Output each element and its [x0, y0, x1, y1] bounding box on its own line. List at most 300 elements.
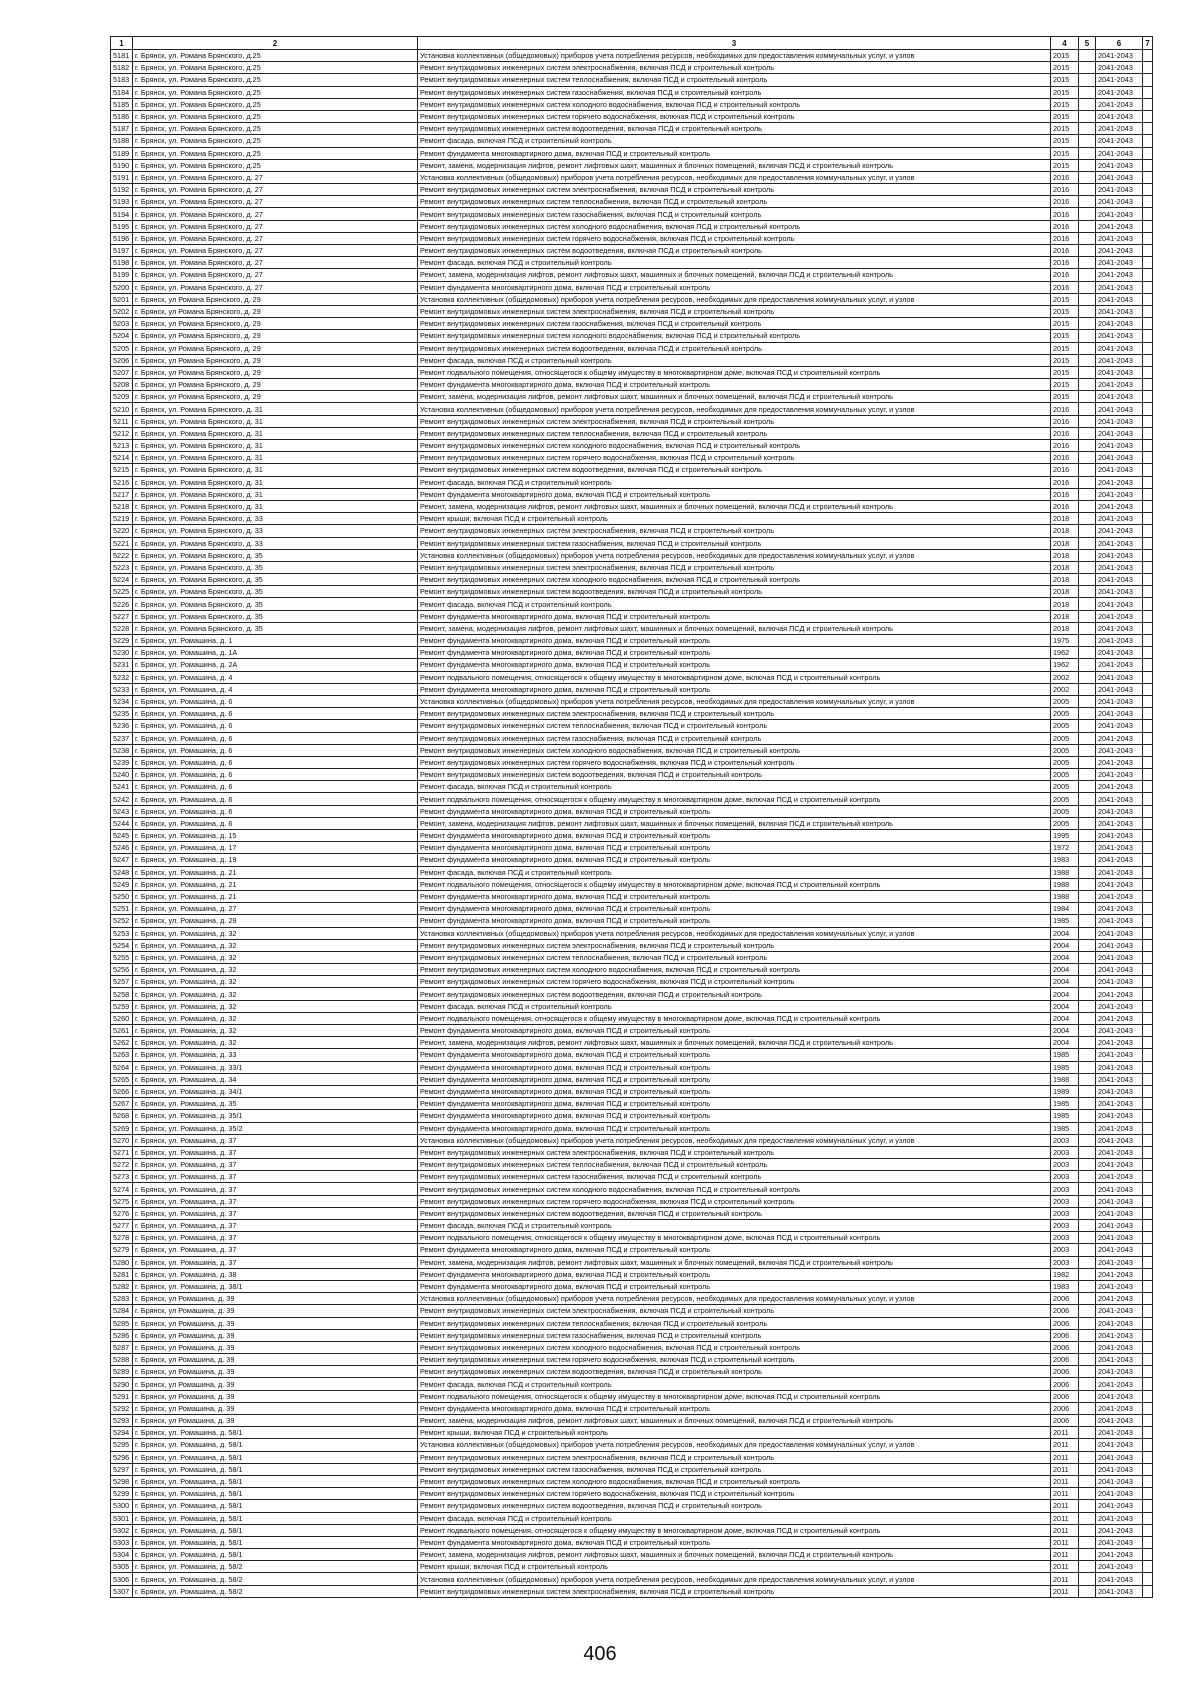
row-number-cell: 5205	[111, 342, 133, 354]
year-cell: 2016	[1051, 208, 1079, 220]
year-cell: 2002	[1051, 671, 1079, 683]
period-cell: 2041-2043	[1096, 257, 1143, 269]
table-row	[111, 574, 1153, 586]
period-cell: 2041-2043	[1096, 159, 1143, 171]
address-cell: г. Брянск, ул. Ромашина, д. 33/1	[133, 1061, 418, 1073]
work-type-cell: Ремонт внутридомовых инженерных систем горячего водоснабжения, включая ПСД и строительный контроль	[418, 1354, 1051, 1366]
empty-cell	[1079, 817, 1096, 829]
row-number-cell: 5266	[111, 1085, 133, 1097]
empty-cell	[1143, 135, 1153, 147]
work-type-cell: Ремонт фундамента многоквартирного дома, включая ПСД и строительный контроль	[418, 1122, 1051, 1134]
empty-cell	[1079, 842, 1096, 854]
empty-cell	[1079, 50, 1096, 62]
empty-cell	[1143, 1488, 1153, 1500]
row-number-cell: 5282	[111, 1280, 133, 1292]
period-cell: 2041-2043	[1096, 1512, 1143, 1524]
empty-cell	[1143, 1549, 1153, 1561]
column-header: 5	[1079, 37, 1096, 50]
period-cell: 2041-2043	[1096, 220, 1143, 232]
table-row	[111, 769, 1153, 781]
address-cell: г. Брянск, ул. Романа Брянского, д. 35	[133, 622, 418, 634]
row-number-cell: 5203	[111, 318, 133, 330]
period-cell: 2041-2043	[1096, 561, 1143, 573]
empty-cell	[1079, 391, 1096, 403]
address-cell: г. Брянск, ул. Ромашина, д. 58/2	[133, 1561, 418, 1573]
empty-cell	[1079, 1183, 1096, 1195]
table-row	[111, 123, 1153, 135]
empty-cell	[1079, 1415, 1096, 1427]
row-number-cell: 5187	[111, 123, 133, 135]
empty-cell	[1079, 269, 1096, 281]
address-cell: г. Брянск, ул. Романа Брянского, д. 35	[133, 598, 418, 610]
empty-cell	[1079, 147, 1096, 159]
empty-cell	[1143, 464, 1153, 476]
row-number-cell: 5299	[111, 1488, 133, 1500]
empty-cell	[1079, 622, 1096, 634]
empty-cell	[1143, 1012, 1153, 1024]
empty-cell	[1079, 659, 1096, 671]
table-row	[111, 1561, 1153, 1573]
row-number-cell: 5189	[111, 147, 133, 159]
year-cell: 2011	[1051, 1500, 1079, 1512]
period-cell: 2041-2043	[1096, 1220, 1143, 1232]
row-number-cell: 5211	[111, 415, 133, 427]
year-cell: 1975	[1051, 635, 1079, 647]
empty-cell	[1143, 1341, 1153, 1353]
row-number-cell: 5303	[111, 1536, 133, 1548]
row-number-cell: 5291	[111, 1390, 133, 1402]
year-cell: 2016	[1051, 220, 1079, 232]
address-cell: г. Брянск, ул. Ромашина, д. 37	[133, 1195, 418, 1207]
empty-cell	[1143, 452, 1153, 464]
row-number-cell: 5243	[111, 805, 133, 817]
year-cell: 2018	[1051, 610, 1079, 622]
empty-cell	[1079, 854, 1096, 866]
empty-cell	[1143, 1329, 1153, 1341]
address-cell: г. Брянск, ул. Ромашина, д. 6	[133, 756, 418, 768]
year-cell: 2005	[1051, 708, 1079, 720]
year-cell: 2004	[1051, 1012, 1079, 1024]
address-cell: г. Брянск, ул. Ромашина, д. 58/1	[133, 1439, 418, 1451]
empty-cell	[1143, 1561, 1153, 1573]
row-number-cell: 5192	[111, 184, 133, 196]
row-number-cell: 5261	[111, 1025, 133, 1037]
empty-cell	[1143, 988, 1153, 1000]
period-cell: 2041-2043	[1096, 1171, 1143, 1183]
table-row	[111, 903, 1153, 915]
work-type-cell: Ремонт внутридомовых инженерных систем горячего водоснабжения, включая ПСД и строительный контроль	[418, 110, 1051, 122]
address-cell: г. Брянск, ул. Ромашина, д. 58/1	[133, 1524, 418, 1536]
address-cell: г. Брянск, ул. Ромашина, д. 37	[133, 1207, 418, 1219]
empty-cell	[1079, 598, 1096, 610]
year-cell: 2003	[1051, 1195, 1079, 1207]
empty-cell	[1143, 1146, 1153, 1158]
year-cell: 2005	[1051, 744, 1079, 756]
empty-cell	[1079, 354, 1096, 366]
row-number-cell: 5273	[111, 1171, 133, 1183]
table-row	[111, 245, 1153, 257]
year-cell: 2016	[1051, 171, 1079, 183]
row-number-cell: 5270	[111, 1134, 133, 1146]
year-cell: 1985	[1051, 1110, 1079, 1122]
empty-cell	[1143, 403, 1153, 415]
work-type-cell: Ремонт подвального помещения, относящегося к общему имуществу в многоквартирном доме, включая ПСД и строительный контроль	[418, 793, 1051, 805]
year-cell: 2003	[1051, 1256, 1079, 1268]
year-cell: 2004	[1051, 1037, 1079, 1049]
table-row	[111, 366, 1153, 378]
table-row	[111, 610, 1153, 622]
row-number-cell: 5197	[111, 245, 133, 257]
year-cell: 2006	[1051, 1390, 1079, 1402]
year-cell: 2015	[1051, 379, 1079, 391]
empty-cell	[1079, 1000, 1096, 1012]
year-cell: 2015	[1051, 342, 1079, 354]
period-cell: 2041-2043	[1096, 1329, 1143, 1341]
row-number-cell: 5221	[111, 537, 133, 549]
row-number-cell: 5306	[111, 1573, 133, 1585]
empty-cell	[1143, 1463, 1153, 1475]
work-type-cell: Ремонт крыши, включая ПСД и строительный контроль	[418, 1427, 1051, 1439]
work-type-cell: Ремонт фундамента многоквартирного дома, включая ПСД и строительный контроль	[418, 610, 1051, 622]
year-cell: 2004	[1051, 976, 1079, 988]
row-number-cell: 5290	[111, 1378, 133, 1390]
period-cell: 2041-2043	[1096, 1488, 1143, 1500]
year-cell: 2018	[1051, 598, 1079, 610]
year-cell: 2005	[1051, 732, 1079, 744]
period-cell: 2041-2043	[1096, 769, 1143, 781]
year-cell: 2011	[1051, 1549, 1079, 1561]
address-cell: г. Брянск, ул. Романа Брянского, д.25	[133, 123, 418, 135]
period-cell: 2041-2043	[1096, 415, 1143, 427]
empty-cell	[1079, 476, 1096, 488]
work-type-cell: Ремонт внутридомовых инженерных систем водоотведения, включая ПСД и строительный контроль	[418, 342, 1051, 354]
empty-cell	[1143, 769, 1153, 781]
row-number-cell: 5183	[111, 74, 133, 86]
row-number-cell: 5241	[111, 781, 133, 793]
period-cell: 2041-2043	[1096, 756, 1143, 768]
address-cell: г. Брянск, ул. Романа Брянского, д. 27	[133, 208, 418, 220]
row-number-cell: 5256	[111, 964, 133, 976]
table-row	[111, 1183, 1153, 1195]
year-cell: 2016	[1051, 476, 1079, 488]
address-cell: г. Брянск, ул. Романа Брянского, д.25	[133, 62, 418, 74]
row-number-cell: 5246	[111, 842, 133, 854]
empty-cell	[1079, 561, 1096, 573]
row-number-cell: 5296	[111, 1451, 133, 1463]
work-type-cell: Ремонт фундамента многоквартирного дома, включая ПСД и строительный контроль	[418, 147, 1051, 159]
empty-cell	[1143, 1122, 1153, 1134]
period-cell: 2041-2043	[1096, 330, 1143, 342]
empty-cell	[1079, 1110, 1096, 1122]
period-cell: 2041-2043	[1096, 269, 1143, 281]
period-cell: 2041-2043	[1096, 452, 1143, 464]
work-type-cell: Ремонт крыши, включая ПСД и строительный контроль	[418, 1561, 1051, 1573]
work-type-cell: Установка коллективных (общедомовых) приборов учета потребления ресурсов, необходимых для предоставления коммунальных услуг, и узлов	[418, 1293, 1051, 1305]
work-type-cell: Ремонт внутридомовых инженерных систем электроснабжения, включая ПСД и строительный контроль	[418, 415, 1051, 427]
work-type-cell: Ремонт фасада, включая ПСД и строительный контроль	[418, 1220, 1051, 1232]
table-row	[111, 208, 1153, 220]
row-number-cell: 5294	[111, 1427, 133, 1439]
address-cell: г. Брянск, ул Романа Брянского, д. 29	[133, 318, 418, 330]
empty-cell	[1079, 1122, 1096, 1134]
period-cell: 2041-2043	[1096, 464, 1143, 476]
column-header: 3	[418, 37, 1051, 50]
address-cell: г. Брянск, ул. Ромашина, д. 58/1	[133, 1512, 418, 1524]
row-number-cell: 5247	[111, 854, 133, 866]
work-type-cell: Установка коллективных (общедомовых) приборов учета потребления ресурсов, необходимых для предоставления коммунальных услуг, и узлов	[418, 1439, 1051, 1451]
period-cell: 2041-2043	[1096, 1183, 1143, 1195]
row-number-cell: 5259	[111, 1000, 133, 1012]
table-row	[111, 537, 1153, 549]
work-type-cell: Установка коллективных (общедомовых) приборов учета потребления ресурсов, необходимых для предоставления коммунальных услуг, и узлов	[418, 927, 1051, 939]
table-row	[111, 220, 1153, 232]
row-number-cell: 5220	[111, 525, 133, 537]
year-cell: 2016	[1051, 232, 1079, 244]
period-cell: 2041-2043	[1096, 805, 1143, 817]
work-type-cell: Ремонт внутридомовых инженерных систем холодного водоснабжения, включая ПСД и строительный контроль	[418, 1341, 1051, 1353]
table-row	[111, 1390, 1153, 1402]
empty-cell	[1143, 622, 1153, 634]
empty-cell	[1079, 1195, 1096, 1207]
work-type-cell: Установка коллективных (общедомовых) приборов учета потребления ресурсов, необходимых для предоставления коммунальных услуг, и узлов	[418, 695, 1051, 707]
empty-cell	[1079, 232, 1096, 244]
register-rows	[111, 50, 1153, 1598]
address-cell: г. Брянск, ул. Ромашина, д. 2А	[133, 659, 418, 671]
empty-cell	[1143, 915, 1153, 927]
table-row	[111, 890, 1153, 902]
table-row	[111, 1244, 1153, 1256]
row-number-cell: 5218	[111, 500, 133, 512]
empty-cell	[1143, 635, 1153, 647]
empty-cell	[1079, 903, 1096, 915]
period-cell: 2041-2043	[1096, 208, 1143, 220]
address-cell: г. Брянск, ул. Романа Брянского, д.25	[133, 98, 418, 110]
table-row	[111, 1415, 1153, 1427]
row-number-cell: 5307	[111, 1585, 133, 1597]
address-cell: г. Брянск, ул. Ромашина, д. 32	[133, 1025, 418, 1037]
table-row	[111, 452, 1153, 464]
period-cell: 2041-2043	[1096, 232, 1143, 244]
row-number-cell: 5236	[111, 720, 133, 732]
empty-cell	[1079, 537, 1096, 549]
empty-cell	[1143, 1573, 1153, 1585]
table-row	[111, 354, 1153, 366]
work-type-cell: Ремонт фасада, включая ПСД и строительный контроль	[418, 354, 1051, 366]
year-cell: 2003	[1051, 1220, 1079, 1232]
address-cell: г. Брянск, ул. Романа Брянского, д. 27	[133, 232, 418, 244]
address-cell: г. Брянск, ул. Ромашина, д. 17	[133, 842, 418, 854]
table-row	[111, 1207, 1153, 1219]
year-cell: 1985	[1051, 1122, 1079, 1134]
address-cell: г. Брянск, ул Романа Брянского, д. 29	[133, 342, 418, 354]
period-cell: 2041-2043	[1096, 598, 1143, 610]
empty-cell	[1143, 1378, 1153, 1390]
empty-cell	[1143, 561, 1153, 573]
work-type-cell: Ремонт внутридомовых инженерных систем электроснабжения, включая ПСД и строительный контроль	[418, 708, 1051, 720]
empty-cell	[1079, 1232, 1096, 1244]
empty-cell	[1079, 415, 1096, 427]
empty-cell	[1143, 1475, 1153, 1487]
empty-cell	[1079, 744, 1096, 756]
empty-cell	[1143, 1098, 1153, 1110]
table-row	[111, 1110, 1153, 1122]
work-type-cell: Ремонт фундамента многоквартирного дома, включая ПСД и строительный контроль	[418, 1049, 1051, 1061]
year-cell: 2016	[1051, 415, 1079, 427]
table-row	[111, 683, 1153, 695]
row-number-cell: 5235	[111, 708, 133, 720]
empty-cell	[1079, 452, 1096, 464]
empty-cell	[1143, 1171, 1153, 1183]
address-cell: г. Брянск, ул. Ромашина, д. 4	[133, 671, 418, 683]
empty-cell	[1143, 647, 1153, 659]
period-cell: 2041-2043	[1096, 1305, 1143, 1317]
work-type-cell: Ремонт внутридомовых инженерных систем горячего водоснабжения, включая ПСД и строительный контроль	[418, 1195, 1051, 1207]
row-number-cell: 5285	[111, 1317, 133, 1329]
table-row	[111, 1378, 1153, 1390]
address-cell: г. Брянск, ул. Романа Брянского, д. 27	[133, 184, 418, 196]
period-cell: 2041-2043	[1096, 1549, 1143, 1561]
address-cell: г. Брянск, ул. Ромашина, д. 35	[133, 1098, 418, 1110]
address-cell: г. Брянск, ул Ромашина, д. 39	[133, 1402, 418, 1414]
row-number-cell: 5234	[111, 695, 133, 707]
address-cell: г. Брянск, ул. Романа Брянского, д. 27	[133, 257, 418, 269]
empty-cell	[1079, 1390, 1096, 1402]
address-cell: г. Брянск, ул Романа Брянского, д. 29	[133, 366, 418, 378]
address-cell: г. Брянск, ул Ромашина, д. 39	[133, 1329, 418, 1341]
year-cell: 1983	[1051, 1280, 1079, 1292]
table-row	[111, 817, 1153, 829]
year-cell: 2006	[1051, 1293, 1079, 1305]
work-type-cell: Ремонт внутридомовых инженерных систем водоотведения, включая ПСД и строительный контроль	[418, 464, 1051, 476]
work-type-cell: Ремонт фундамента многоквартирного дома, включая ПСД и строительный контроль	[418, 1061, 1051, 1073]
address-cell: г. Брянск, ул. Романа Брянского, д. 31	[133, 440, 418, 452]
empty-cell	[1143, 1451, 1153, 1463]
capital-repair-register-table	[110, 36, 1153, 1598]
address-cell: г. Брянск, ул. Ромашина, д. 6	[133, 817, 418, 829]
period-cell: 2041-2043	[1096, 720, 1143, 732]
address-cell: г. Брянск, ул. Ромашина, д. 21	[133, 890, 418, 902]
empty-cell	[1143, 513, 1153, 525]
row-number-cell: 5245	[111, 830, 133, 842]
work-type-cell: Ремонт внутридомовых инженерных систем водоотведения, включая ПСД и строительный контроль	[418, 245, 1051, 257]
empty-cell	[1143, 939, 1153, 951]
year-cell: 2003	[1051, 1232, 1079, 1244]
row-number-cell: 5276	[111, 1207, 133, 1219]
empty-cell	[1143, 476, 1153, 488]
empty-cell	[1143, 1536, 1153, 1548]
row-number-cell: 5304	[111, 1549, 133, 1561]
table-row	[111, 1268, 1153, 1280]
period-cell: 2041-2043	[1096, 1341, 1143, 1353]
address-cell: г. Брянск, ул Романа Брянского, д. 29	[133, 391, 418, 403]
year-cell: 2005	[1051, 781, 1079, 793]
empty-cell	[1079, 1354, 1096, 1366]
year-cell: 2016	[1051, 257, 1079, 269]
address-cell: г. Брянск, ул. Ромашина, д. 6	[133, 695, 418, 707]
empty-cell	[1143, 732, 1153, 744]
empty-cell	[1079, 440, 1096, 452]
period-cell: 2041-2043	[1096, 744, 1143, 756]
empty-cell	[1143, 1049, 1153, 1061]
empty-cell	[1143, 257, 1153, 269]
empty-cell	[1079, 1488, 1096, 1500]
year-cell: 2011	[1051, 1439, 1079, 1451]
empty-cell	[1079, 208, 1096, 220]
work-type-cell: Ремонт внутридомовых инженерных систем газоснабжения, включая ПСД и строительный контроль	[418, 208, 1051, 220]
address-cell: г. Брянск, ул. Ромашина, д. 37	[133, 1171, 418, 1183]
address-cell: г. Брянск, ул Ромашина, д. 39	[133, 1366, 418, 1378]
empty-cell	[1079, 500, 1096, 512]
row-number-cell: 5207	[111, 366, 133, 378]
year-cell: 2016	[1051, 427, 1079, 439]
empty-cell	[1079, 1549, 1096, 1561]
work-type-cell: Ремонт фасада, включая ПСД и строительный контроль	[418, 135, 1051, 147]
address-cell: г. Брянск, ул. Ромашина, д. 37	[133, 1256, 418, 1268]
row-number-cell: 5227	[111, 610, 133, 622]
table-row	[111, 305, 1153, 317]
address-cell: г. Брянск, ул. Романа Брянского, д.25	[133, 50, 418, 62]
empty-cell	[1143, 683, 1153, 695]
empty-cell	[1143, 488, 1153, 500]
table-row	[111, 695, 1153, 707]
year-cell: 2015	[1051, 293, 1079, 305]
empty-cell	[1079, 98, 1096, 110]
period-cell: 2041-2043	[1096, 513, 1143, 525]
address-cell: г. Брянск, ул. Романа Брянского, д. 31	[133, 427, 418, 439]
row-number-cell: 5237	[111, 732, 133, 744]
work-type-cell: Установка коллективных (общедомовых) приборов учета потребления ресурсов, необходимых для предоставления коммунальных услуг, и узлов	[418, 293, 1051, 305]
empty-cell	[1079, 525, 1096, 537]
address-cell: г. Брянск, ул. Романа Брянского, д.25	[133, 110, 418, 122]
period-cell: 2041-2043	[1096, 123, 1143, 135]
empty-cell	[1079, 513, 1096, 525]
empty-cell	[1079, 1561, 1096, 1573]
empty-cell	[1143, 147, 1153, 159]
row-number-cell: 5260	[111, 1012, 133, 1024]
work-type-cell: Ремонт, замена, модернизация лифтов, ремонт лифтовых шахт, машинных и блочных помещений, включая ПСД и строительный контроль	[418, 1037, 1051, 1049]
empty-cell	[1079, 1451, 1096, 1463]
address-cell: г. Брянск, ул. Ромашина, д. 32	[133, 976, 418, 988]
period-cell: 2041-2043	[1096, 793, 1143, 805]
work-type-cell: Ремонт внутридомовых инженерных систем теплоснабжения, включая ПСД и строительный контроль	[418, 1159, 1051, 1171]
work-type-cell: Ремонт фундамента многоквартирного дома, включая ПСД и строительный контроль	[418, 830, 1051, 842]
table-row	[111, 513, 1153, 525]
table-row	[111, 964, 1153, 976]
table-row	[111, 805, 1153, 817]
work-type-cell: Ремонт, замена, модернизация лифтов, ремонт лифтовых шахт, машинных и блочных помещений, включая ПСД и строительный контроль	[418, 817, 1051, 829]
year-cell: 2015	[1051, 330, 1079, 342]
empty-cell	[1143, 1085, 1153, 1097]
empty-cell	[1143, 1524, 1153, 1536]
work-type-cell: Ремонт подвального помещения, относящегося к общему имуществу в многоквартирном доме, включая ПСД и строительный контроль	[418, 1232, 1051, 1244]
year-cell: 2005	[1051, 793, 1079, 805]
period-cell: 2041-2043	[1096, 842, 1143, 854]
empty-cell	[1079, 1159, 1096, 1171]
empty-cell	[1143, 1073, 1153, 1085]
table-row	[111, 269, 1153, 281]
period-cell: 2041-2043	[1096, 1500, 1143, 1512]
row-number-cell: 5209	[111, 391, 133, 403]
empty-cell	[1079, 1220, 1096, 1232]
year-cell: 2015	[1051, 74, 1079, 86]
period-cell: 2041-2043	[1096, 890, 1143, 902]
row-number-cell: 5202	[111, 305, 133, 317]
year-cell: 2016	[1051, 184, 1079, 196]
row-number-cell: 5280	[111, 1256, 133, 1268]
address-cell: г. Брянск, ул. Ромашина, д. 58/2	[133, 1573, 418, 1585]
empty-cell	[1079, 720, 1096, 732]
row-number-cell: 5305	[111, 1561, 133, 1573]
